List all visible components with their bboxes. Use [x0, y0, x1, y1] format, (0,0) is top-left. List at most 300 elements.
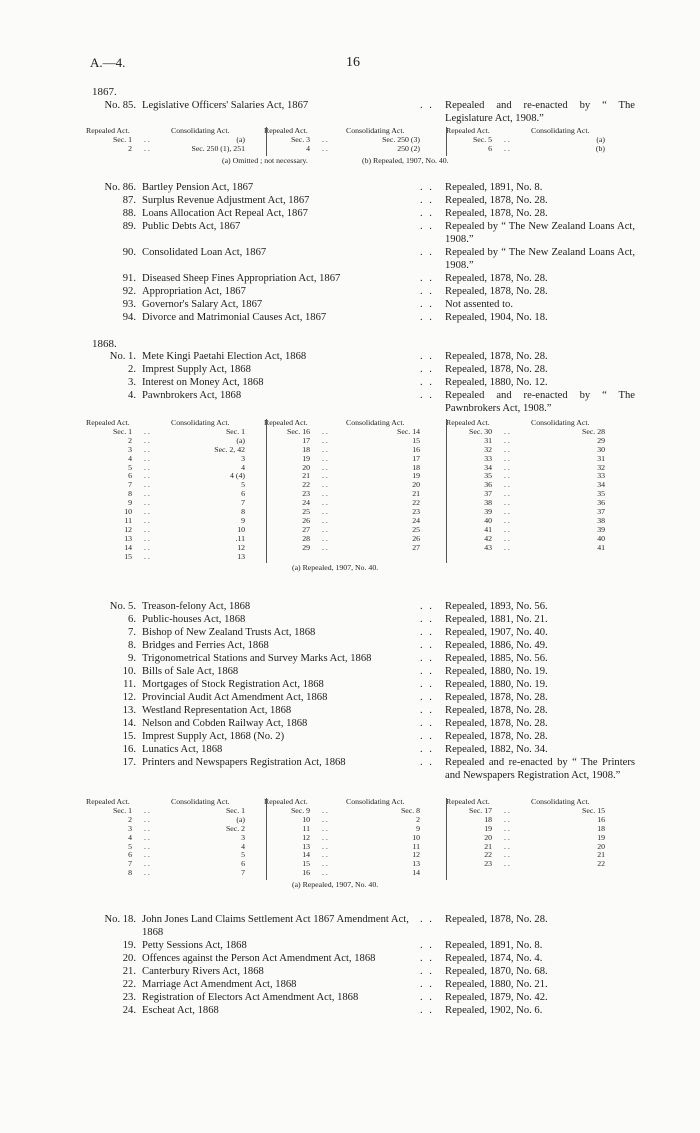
- consolidating-section: Sec. 250 (3): [382, 134, 420, 144]
- leader-dots: . .: [144, 134, 150, 144]
- leader-dots: . .: [420, 953, 434, 964]
- consolidating-section: 22: [597, 859, 605, 869]
- consolidating-section: 11: [412, 841, 420, 851]
- repeal-status: Repealed, 1881, No. 21.: [445, 614, 548, 625]
- statute-number: 8.: [128, 640, 136, 651]
- consolidating-section: 18: [597, 823, 605, 833]
- consolidating-section: 23: [412, 507, 420, 516]
- consolidating-section: 9: [416, 823, 420, 833]
- leader-dots: . .: [420, 705, 434, 716]
- repeal-status: Repealed, 1878, No. 28.: [445, 273, 548, 284]
- consolidating-section: 37: [597, 507, 605, 516]
- statute-number: 21.: [122, 966, 136, 977]
- consolidating-section: 36: [597, 498, 605, 508]
- consolidating-section: 41: [597, 542, 605, 552]
- consolidating-section: 21: [597, 850, 605, 860]
- repealed-section: 8: [128, 868, 132, 878]
- repealed-section: 2: [128, 143, 132, 153]
- leader-dots: . .: [504, 426, 510, 436]
- repeal-status: Repealed, 1878, No. 28.: [445, 692, 548, 703]
- statute-number: 20.: [122, 953, 136, 964]
- leader-dots: . .: [322, 462, 328, 472]
- leader-dots: . .: [322, 533, 328, 543]
- column-heading-repealed: Repealed Act.: [264, 418, 308, 427]
- repealed-section: Sec. 3: [290, 134, 310, 144]
- consolidating-section: Sec. 250 (1), 251: [191, 143, 245, 153]
- statute-number: 88.: [122, 208, 136, 219]
- leader-dots: . .: [504, 471, 510, 481]
- repeal-status: Repealed and re-enacted by “ The Legislature Act, 1908.”: [445, 100, 635, 124]
- consolidating-section: 30: [597, 444, 605, 454]
- repealed-section: 40: [484, 515, 492, 525]
- repeal-status: Repealed, 1878, No. 28.: [445, 208, 548, 219]
- repealed-section: 42: [484, 533, 492, 543]
- leader-dots: . .: [504, 498, 510, 508]
- repeal-status: Repealed, 1879, No. 42.: [445, 992, 548, 1003]
- repealed-section: 36: [484, 480, 492, 490]
- statute-number: 15.: [122, 731, 136, 742]
- repealed-section: 26: [302, 515, 310, 525]
- repealed-section: 37: [484, 489, 492, 499]
- repealed-section: 7: [128, 859, 132, 869]
- repealed-section: 28: [302, 533, 310, 543]
- statute-title: Appropriation Act, 1867: [142, 286, 246, 297]
- statute-number: 10.: [122, 666, 136, 677]
- statute-number: 93.: [122, 299, 136, 310]
- consolidating-section: Sec. 28: [582, 426, 605, 436]
- repeal-status: Repealed, 1878, No. 28.: [445, 351, 548, 362]
- leader-dots: . .: [322, 143, 328, 153]
- repeal-status: Repealed, 1878, No. 28.: [445, 731, 548, 742]
- leader-dots: . .: [144, 832, 150, 842]
- consolidating-section: 7: [241, 498, 245, 508]
- statute-title: Bridges and Ferries Act, 1868: [142, 640, 269, 651]
- consolidating-section: 13: [412, 859, 420, 869]
- repeal-status: Repealed, 1878, No. 28.: [445, 195, 548, 206]
- repealed-section: 38: [484, 498, 492, 508]
- repealed-section: 41: [484, 524, 492, 534]
- repeal-status: Repealed, 1878, No. 28.: [445, 364, 548, 375]
- table-footnote: (a) Omitted ; not necessary.: [222, 155, 308, 165]
- leader-dots: . .: [504, 134, 510, 144]
- repealed-section: 18: [484, 814, 492, 824]
- repealed-section: 9: [128, 498, 132, 508]
- consolidating-section: 13: [237, 551, 245, 561]
- statute-number: 23.: [122, 992, 136, 1003]
- statute-title: Printers and Newspapers Registration Act, 1868: [142, 757, 346, 768]
- statute-title: Nelson and Cobden Railway Act, 1868: [142, 718, 308, 729]
- repealed-section: Sec. 1: [112, 134, 132, 144]
- repeal-status: Repealed by “ The New Zealand Loans Act, 1908.”: [445, 247, 635, 271]
- leader-dots: . .: [144, 426, 150, 436]
- column-heading-consolidating: Consolidating Act.: [346, 126, 405, 135]
- statute-title: Westland Representation Act, 1868: [142, 705, 292, 716]
- leader-dots: . .: [504, 841, 510, 851]
- leader-dots: . .: [420, 731, 434, 742]
- statute-title: Mortgages of Stock Registration Act, 1868: [142, 679, 324, 690]
- statute-number: 91.: [122, 273, 136, 284]
- repeal-status: Repealed, 1880, No. 19.: [445, 666, 548, 677]
- consolidating-section: 19: [412, 471, 420, 481]
- repealed-section: 31: [484, 435, 492, 445]
- leader-dots: . .: [420, 692, 434, 703]
- consolidating-section: 9: [241, 515, 245, 525]
- leader-dots: . .: [504, 507, 510, 516]
- statute-number: 9.: [128, 653, 136, 664]
- statute-number: 89.: [122, 221, 136, 232]
- statute-number: 4.: [128, 390, 136, 401]
- leader-dots: . .: [420, 377, 434, 388]
- repealed-section: 20: [302, 462, 310, 472]
- leader-dots: . .: [322, 426, 328, 436]
- column-heading-consolidating: Consolidating Act.: [531, 797, 590, 806]
- statute-title: Imprest Supply Act, 1868 (No. 2): [142, 731, 285, 742]
- repeal-status: Repealed, 1907, No. 40.: [445, 627, 548, 638]
- repeal-status: Repealed, 1880, No. 19.: [445, 679, 548, 690]
- leader-dots: . .: [420, 614, 434, 625]
- consolidating-section: 3: [241, 453, 245, 463]
- leader-dots: . .: [420, 195, 434, 206]
- column-heading-repealed: Repealed Act.: [264, 797, 308, 806]
- leader-dots: . .: [420, 744, 434, 755]
- leader-dots: . .: [420, 351, 434, 362]
- consolidating-section: (a): [236, 435, 245, 445]
- statute-title: Registration of Electors Act Amendment Act, 1868: [142, 992, 359, 1003]
- leader-dots: . .: [144, 143, 150, 153]
- leader-dots: . .: [504, 524, 510, 534]
- repealed-section: 27: [302, 524, 310, 534]
- consolidating-section: (a): [236, 814, 245, 824]
- consolidating-section: 8: [241, 507, 245, 516]
- leader-dots: . .: [144, 841, 150, 851]
- repeal-status: Repealed, 1880, No. 21.: [445, 979, 548, 990]
- repealed-section: 6: [488, 143, 492, 153]
- consolidating-section: 32: [597, 462, 605, 472]
- statute-number: 22.: [122, 979, 136, 990]
- column-heading-repealed: Repealed Act.: [446, 126, 490, 135]
- consolidating-section: Sec. 8: [400, 805, 420, 815]
- statute-title: Loans Allocation Act Repeal Act, 1867: [142, 208, 308, 219]
- leader-dots: . .: [420, 312, 434, 323]
- leader-dots: . .: [322, 489, 328, 499]
- statute-number: 17.: [122, 757, 136, 768]
- statute-number: 24.: [122, 1005, 136, 1016]
- repealed-section: 4: [128, 832, 132, 842]
- column-heading-consolidating: Consolidating Act.: [531, 418, 590, 427]
- consolidating-section: 17: [412, 453, 420, 463]
- statute-title: Offences against the Person Act Amendment Act, 1868: [142, 953, 376, 964]
- consolidating-section: 20: [597, 841, 605, 851]
- consolidating-section: 4 (4): [230, 471, 245, 481]
- statute-title: Canterbury Rivers Act, 1868: [142, 966, 264, 977]
- leader-dots: . .: [144, 868, 150, 878]
- statute-title: Diseased Sheep Fines Appropriation Act, 1867: [142, 273, 341, 284]
- repealed-section: 2: [128, 814, 132, 824]
- repealed-section: 5: [128, 462, 132, 472]
- consolidating-section: 3: [241, 832, 245, 842]
- consolidating-section: 20: [412, 480, 420, 490]
- consolidating-section: 26: [412, 533, 420, 543]
- column-heading-repealed: Repealed Act.: [86, 126, 130, 135]
- repeal-status: Repealed, 1891, No. 8.: [445, 182, 543, 193]
- consolidating-section: 21: [412, 489, 420, 499]
- leader-dots: . .: [322, 859, 328, 869]
- statute-number: No. 18.: [104, 914, 136, 925]
- leader-dots: . .: [420, 182, 434, 193]
- consolidating-section: 31: [597, 453, 605, 463]
- leader-dots: . .: [322, 498, 328, 508]
- statute-title: Trigonometrical Stations and Survey Marks Act, 1868: [142, 653, 372, 664]
- leader-dots: . .: [504, 805, 510, 815]
- statute-title: Marriage Act Amendment Act, 1868: [142, 979, 297, 990]
- leader-dots: . .: [504, 462, 510, 472]
- statute-number: 16.: [122, 744, 136, 755]
- statute-title: Escheat Act, 1868: [142, 1005, 219, 1016]
- consolidating-section: 19: [597, 832, 605, 842]
- repealed-section: 11: [124, 515, 132, 525]
- consolidating-section: 12: [237, 542, 245, 552]
- column-divider: [266, 419, 267, 563]
- leader-dots: . .: [504, 489, 510, 499]
- leader-dots: . .: [322, 507, 328, 516]
- leader-dots: . .: [504, 542, 510, 552]
- repealed-section: Sec. 30: [469, 426, 492, 436]
- statute-number: 19.: [122, 940, 136, 951]
- statute-title: Treason-felony Act, 1868: [142, 601, 251, 612]
- repeal-status: Repealed, 1904, No. 18.: [445, 312, 548, 323]
- repealed-section: 18: [302, 444, 310, 454]
- document-reference: A.—4.: [90, 55, 126, 70]
- consolidating-section: 38: [597, 515, 605, 525]
- column-divider: [446, 798, 447, 880]
- leader-dots: . .: [420, 966, 434, 977]
- repealed-section: 22: [484, 850, 492, 860]
- statute-number: 2.: [128, 364, 136, 375]
- leader-dots: . .: [322, 823, 328, 833]
- leader-dots: . .: [504, 435, 510, 445]
- consolidating-section: 40: [597, 533, 605, 543]
- statute-number: 13.: [122, 705, 136, 716]
- repealed-section: 43: [484, 542, 492, 552]
- consolidating-section: 22: [412, 498, 420, 508]
- leader-dots: . .: [144, 805, 150, 815]
- statute-title: Imprest Supply Act, 1868: [142, 364, 251, 375]
- repealed-section: Sec. 17: [469, 805, 492, 815]
- repealed-section: 39: [484, 507, 492, 516]
- leader-dots: . .: [144, 551, 150, 561]
- leader-dots: . .: [420, 627, 434, 638]
- statute-title: Legislative Officers' Salaries Act, 1867: [142, 100, 309, 111]
- statute-number: 3.: [128, 377, 136, 388]
- statute-title: Pawnbrokers Act, 1868: [142, 390, 242, 401]
- leader-dots: . .: [144, 435, 150, 445]
- repealed-section: Sec. 1: [112, 426, 132, 436]
- statute-title: Mete Kingi Paetahi Election Act, 1868: [142, 351, 307, 362]
- repealed-section: 21: [302, 471, 310, 481]
- column-heading-consolidating: Consolidating Act.: [531, 126, 590, 135]
- consolidating-section: (a): [596, 134, 605, 144]
- repeal-status: Repealed by “ The New Zealand Loans Act, 1908.”: [445, 221, 635, 245]
- column-heading-repealed: Repealed Act.: [446, 418, 490, 427]
- leader-dots: . .: [420, 653, 434, 664]
- leader-dots: . .: [420, 299, 434, 310]
- leader-dots: . .: [420, 273, 434, 284]
- leader-dots: . .: [420, 100, 434, 111]
- repealed-section: 7: [128, 480, 132, 490]
- consolidating-section: 25: [412, 524, 420, 534]
- statute-number: No. 5.: [109, 601, 136, 612]
- leader-dots: . .: [420, 247, 434, 258]
- repealed-section: 20: [484, 832, 492, 842]
- repealed-section: 4: [306, 143, 310, 153]
- repeal-status: Repealed, 1880, No. 12.: [445, 377, 548, 388]
- repealed-section: 3: [128, 444, 132, 454]
- leader-dots: . .: [322, 542, 328, 552]
- consolidating-section: 27: [412, 542, 420, 552]
- leader-dots: . .: [144, 850, 150, 860]
- consolidating-section: 10: [412, 832, 420, 842]
- repealed-section: Sec. 5: [472, 134, 492, 144]
- repeal-status: Repealed, 1891, No. 8.: [445, 940, 543, 951]
- repealed-section: 11: [302, 823, 310, 833]
- leader-dots: . .: [420, 208, 434, 219]
- leader-dots: . .: [504, 832, 510, 842]
- consolidating-section: Sec. 1: [225, 426, 245, 436]
- repealed-section: 19: [302, 453, 310, 463]
- consolidating-section: 39: [597, 524, 605, 534]
- leader-dots: . .: [322, 515, 328, 525]
- repealed-section: 12: [302, 832, 310, 842]
- table-footnote: (a) Repealed, 1907, No. 40.: [292, 880, 379, 890]
- consolidating-section: .11: [235, 533, 245, 543]
- year-heading: 1867.: [92, 86, 117, 98]
- leader-dots: . .: [322, 134, 328, 144]
- leader-dots: . .: [504, 814, 510, 824]
- consolidating-section: 29: [597, 435, 605, 445]
- column-heading-repealed: Repealed Act.: [86, 797, 130, 806]
- column-heading-consolidating: Consolidating Act.: [171, 126, 230, 135]
- leader-dots: . .: [504, 823, 510, 833]
- consolidating-section: 33: [597, 471, 605, 481]
- repealed-section: 23: [484, 859, 492, 869]
- statute-number: No. 86.: [104, 182, 136, 193]
- consolidating-section: 5: [241, 480, 245, 490]
- repealed-section: 29: [302, 542, 310, 552]
- statute-title: Consolidated Loan Act, 1867: [142, 247, 267, 258]
- repealed-section: 10: [302, 814, 310, 824]
- leader-dots: . .: [144, 480, 150, 490]
- leader-dots: . .: [144, 524, 150, 534]
- repealed-section: 24: [302, 498, 310, 508]
- statute-title: Public Debts Act, 1867: [142, 221, 241, 232]
- consolidating-section: (b): [595, 143, 605, 153]
- consolidating-section: 35: [597, 489, 605, 499]
- column-divider: [446, 419, 447, 563]
- repeal-status: Repealed, 1878, No. 28.: [445, 705, 548, 716]
- leader-dots: . .: [420, 718, 434, 729]
- leader-dots: . .: [322, 480, 328, 490]
- repeal-status: Repealed, 1870, No. 68.: [445, 966, 548, 977]
- leader-dots: . .: [420, 679, 434, 690]
- consolidating-section: 6: [241, 859, 245, 869]
- statute-number: No. 1.: [109, 351, 136, 362]
- repealed-section: 3: [128, 823, 132, 833]
- consolidating-section: Sec. 2: [225, 823, 245, 833]
- repeal-status: Repealed and re-enacted by “ The Pawnbrokers Act, 1908.”: [445, 390, 635, 414]
- statute-title: Public-houses Act, 1868: [142, 614, 246, 625]
- leader-dots: . .: [322, 868, 328, 878]
- consolidating-section: 4: [241, 841, 245, 851]
- column-heading-repealed: Repealed Act.: [264, 126, 308, 135]
- repealed-section: 12: [124, 524, 132, 534]
- leader-dots: . .: [420, 940, 434, 951]
- repealed-section: 19: [484, 823, 492, 833]
- column-heading-consolidating: Consolidating Act.: [171, 797, 230, 806]
- leader-dots: . .: [144, 507, 150, 516]
- consolidating-section: 14: [412, 868, 420, 878]
- statute-title: Divorce and Matrimonial Causes Act, 1867: [142, 312, 327, 323]
- leader-dots: . .: [420, 979, 434, 990]
- consolidating-section: 7: [241, 868, 245, 878]
- repealed-section: 35: [484, 471, 492, 481]
- leader-dots: . .: [322, 841, 328, 851]
- repealed-section: 10: [124, 507, 132, 516]
- leader-dots: . .: [144, 462, 150, 472]
- repeal-status: Repealed, 1878, No. 28.: [445, 914, 548, 925]
- leader-dots: . .: [322, 832, 328, 842]
- leader-dots: . .: [504, 453, 510, 463]
- leader-dots: . .: [322, 471, 328, 481]
- repealed-section: 16: [302, 868, 310, 878]
- statute-title: Surplus Revenue Adjustment Act, 1867: [142, 195, 310, 206]
- column-heading-repealed: Repealed Act.: [446, 797, 490, 806]
- repealed-section: 33: [484, 453, 492, 463]
- repeal-status: Repealed, 1902, No. 6.: [445, 1005, 543, 1016]
- repeal-status: Repealed and re-enacted by “ The Printers and Newspapers Registration Act, 1908.”: [445, 757, 635, 781]
- statute-title: Bartley Pension Act, 1867: [142, 182, 254, 193]
- statute-title: Bishop of New Zealand Trusts Act, 1868: [142, 627, 316, 638]
- statute-number: 11.: [123, 679, 136, 690]
- leader-dots: . .: [504, 444, 510, 454]
- leader-dots: . .: [504, 143, 510, 153]
- repealed-section: 32: [484, 444, 492, 454]
- repealed-section: 13: [124, 533, 132, 543]
- repealed-section: 23: [302, 489, 310, 499]
- leader-dots: . .: [322, 444, 328, 454]
- consolidating-section: 250 (2): [397, 143, 420, 153]
- column-divider: [266, 127, 267, 156]
- repealed-section: 6: [128, 471, 132, 481]
- leader-dots: . .: [322, 524, 328, 534]
- leader-dots: . .: [420, 390, 434, 401]
- statute-title: Governor's Salary Act, 1867: [142, 299, 263, 310]
- leader-dots: . .: [504, 533, 510, 543]
- consolidating-section: 4: [241, 462, 245, 472]
- leader-dots: . .: [144, 444, 150, 454]
- table-footnote: (a) Repealed, 1907, No. 40.: [292, 563, 379, 573]
- leader-dots: . .: [144, 533, 150, 543]
- consolidating-section: 16: [597, 814, 605, 824]
- statute-title: Bills of Sale Act, 1868: [142, 666, 239, 677]
- table-footnote: (b) Repealed, 1907, No. 40.: [362, 155, 449, 165]
- leader-dots: . .: [420, 221, 434, 232]
- statute-number: 94.: [122, 312, 136, 323]
- consolidating-section: 24: [412, 515, 420, 525]
- consolidating-section: 16: [412, 444, 420, 454]
- consolidating-section: 2: [416, 814, 420, 824]
- consolidating-section: 6: [241, 489, 245, 499]
- leader-dots: . .: [144, 823, 150, 833]
